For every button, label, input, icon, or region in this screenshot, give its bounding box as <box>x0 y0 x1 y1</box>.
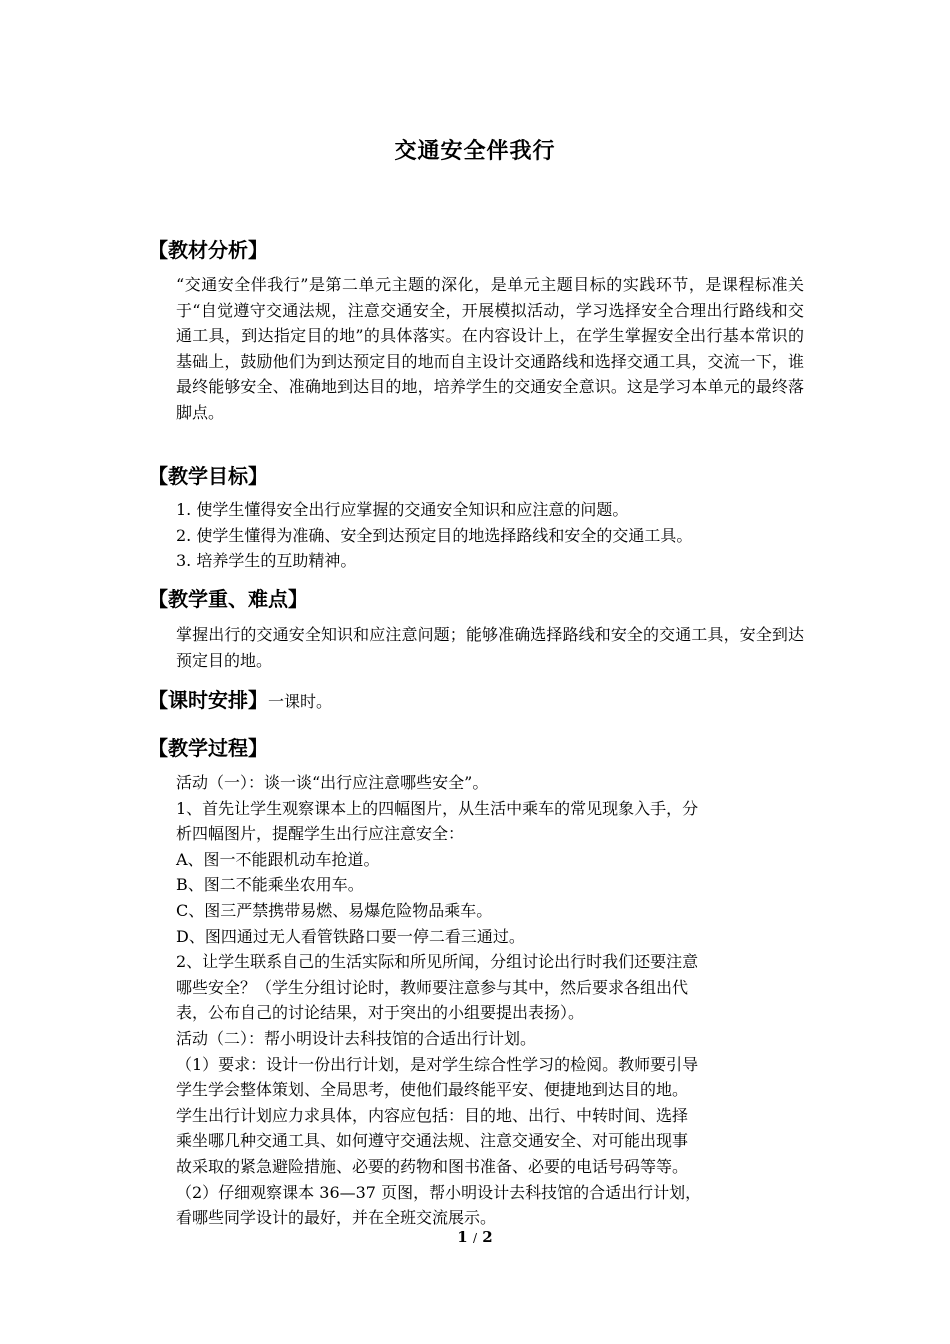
goal-item: 3. 培养学生的互助精神。 <box>176 551 357 571</box>
process-line: 1、首先让学生观察课本上的四幅图片，从生活中乘车的常见现象入手，分 <box>176 798 699 818</box>
analysis-text: “交通安全伴我行”是第二单元主题的深化，是单元主题目标的实践环节，是课程标准关于“自觉遵守交通法规，注意交通安全，开展模拟活动，学习选择安全合理出行路线和交通工具，到达指定目的地”的具体落实。在内容设计上，在学生掌握安全出行基本常识的基础上，鼓励他们为到达预定目的地而自主设计交通路线和选择交通工具，交流一下，谁最终能够安全、准确地到达目的地，培养学生的交通安全意识。这是学习本单元的最终落脚点。 <box>176 275 804 422</box>
process-line: 活动（二）：帮小明设计去科技馆的合适出行计划。 <box>176 1028 537 1048</box>
goals-list <box>176 497 804 574</box>
page-separator: / <box>472 1231 478 1245</box>
process-line: （2）仔细观察课本 36—37 页图，帮小明设计去科技馆的合适出行计划， <box>176 1182 702 1202</box>
process-line: D、图四通过无人看管铁路口要一停二看三通过。 <box>176 926 525 946</box>
process-line: B、图二不能乘坐农用车。 <box>176 875 364 895</box>
process-line: 看哪些同学设计的最好，并在全班交流展示。 <box>176 1208 497 1228</box>
page-current: 1 <box>457 1228 468 1246</box>
analysis-body <box>176 272 804 426</box>
heading-schedule <box>148 686 332 716</box>
process-line: 活动（一）：谈一谈“出行应注意哪些安全”。 <box>176 773 489 792</box>
keypoints-body <box>176 622 804 673</box>
heading-analysis: 【教材分析】 <box>148 238 268 262</box>
process-body <box>176 770 804 1231</box>
process-line: 故采取的紧急避险措施、必要的药物和图书准备、必要的电话号码等等。 <box>176 1156 689 1176</box>
process-line: （1）要求：设计一份出行计划，是对学生综合性学习的检阅。教师要引导 <box>176 1054 699 1074</box>
schedule-text: 一课时。 <box>268 692 333 711</box>
page-total: 2 <box>482 1228 493 1246</box>
process-line: 学生学会整体策划、全局思考，使他们最终能平安、便捷地到达目的地。 <box>176 1080 689 1100</box>
heading-keypoints: 【教学重、难点】 <box>148 587 308 611</box>
goal-item: 2. 使学生懂得为准确、安全到达预定目的地选择路线和安全的交通工具。 <box>176 525 693 545</box>
schedule-heading-label: 【课时安排】 <box>148 688 268 712</box>
process-line: 析四幅图片，提醒学生出行应注意安全： <box>176 824 465 844</box>
process-line: C、图三严禁携带易燃、易爆危险物品乘车。 <box>176 900 493 920</box>
process-line: 表，公布自己的讨论结果，对于突出的小组要提出表扬）。 <box>176 1003 585 1023</box>
page-number <box>0 1228 950 1246</box>
process-line: A、图一不能跟机动车抢道。 <box>176 849 380 869</box>
keypoints-text: 掌握出行的交通安全知识和应注意问题；能够准确选择路线和安全的交通工具，安全到达预定目的地。 <box>176 625 804 670</box>
document-title: 交通安全伴我行 <box>394 139 556 164</box>
goal-item: 1. 使学生懂得安全出行应掌握的交通安全知识和应注意的问题。 <box>176 500 629 519</box>
heading-goals: 【教学目标】 <box>148 464 268 488</box>
process-line: 学生出行计划应力求具体，内容应包括：目的地、出行、中转时间、选择 <box>176 1105 689 1125</box>
process-line: 哪些安全？（学生分组讨论时，教师要注意参与其中，然后要求各组出代 <box>176 977 689 997</box>
process-line: 乘坐哪几种交通工具、如何遵守交通法规、注意交通安全、对可能出现事 <box>176 1131 689 1151</box>
process-line: 2、让学生联系自己的生活实际和所见所闻，分组讨论出行时我们还要注意 <box>176 952 699 972</box>
heading-process: 【教学过程】 <box>148 736 268 760</box>
